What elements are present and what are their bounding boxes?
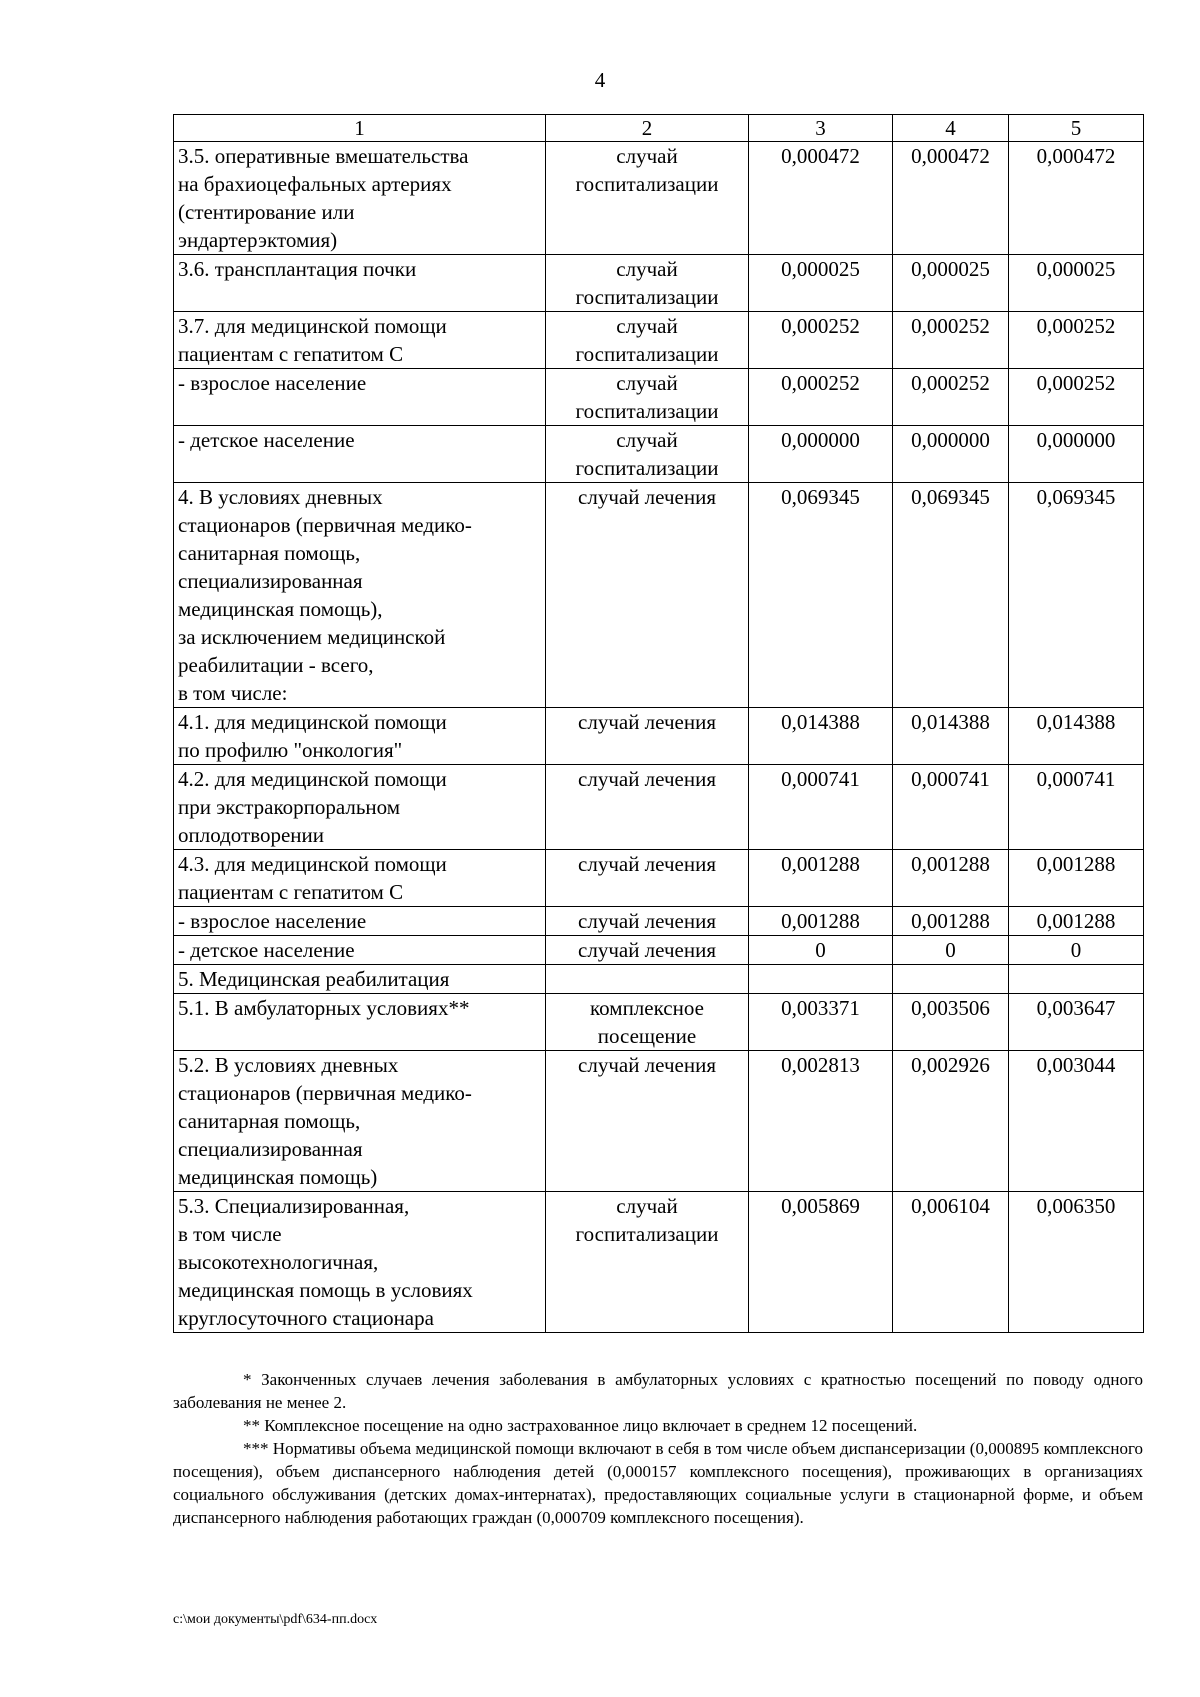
value-cell-year-3 — [1009, 850, 1144, 907]
value-cell-year-3 — [1009, 255, 1144, 312]
value-cell-year-2 — [893, 907, 1009, 936]
page-number: 4 — [594, 68, 606, 92]
indicator-cell — [174, 765, 546, 850]
value-cell-year-3 — [1009, 1192, 1144, 1333]
unit-cell-text: случай лечения — [578, 1053, 716, 1077]
table-body — [174, 142, 1144, 1333]
column-header: 3 — [749, 115, 893, 142]
value-cell-year-2 — [893, 994, 1009, 1051]
value-cell-year-1 — [749, 483, 893, 708]
value-cell-year-2 — [893, 1051, 1009, 1192]
value-cell-year-1-text: 0,000025 — [781, 257, 860, 281]
table-row — [174, 907, 1144, 936]
value-cell-year-3-text: 0,000252 — [1036, 371, 1116, 395]
value-cell-year-2-text: 0 — [945, 938, 956, 962]
value-cell-year-1-text: 0,069345 — [781, 485, 860, 509]
unit-cell — [546, 708, 749, 765]
unit-cell — [546, 936, 749, 965]
value-cell-year-2-text: 0,006104 — [911, 1194, 990, 1218]
value-cell-year-3 — [1009, 1051, 1144, 1192]
value-cell-year-2 — [893, 312, 1009, 369]
indicator-cell — [174, 426, 546, 483]
norms-table — [173, 114, 1144, 1333]
table-row — [174, 142, 1144, 255]
value-cell-year-1-text: 0,000000 — [781, 428, 860, 452]
value-cell-year-2 — [893, 850, 1009, 907]
indicator-cell-text: 5.1. В амбулаторных условиях** — [178, 996, 470, 1020]
value-cell-year-3-text: 0,006350 — [1036, 1194, 1116, 1218]
value-cell-year-3 — [1009, 965, 1144, 994]
value-cell-year-2 — [893, 765, 1009, 850]
unit-cell-text: случай лечения — [578, 909, 716, 933]
table-row — [174, 312, 1144, 369]
footnote: * Законченных случаев лечения заболевания в амбулаторных условиях с кратностью посещений по поводу одного заболевания не менее 2. — [173, 1370, 1143, 1412]
value-cell-year-2-text: 0,014388 — [911, 710, 990, 734]
table-row — [174, 426, 1144, 483]
indicator-cell-text: 3.6. трансплантация почки — [178, 257, 417, 281]
value-cell-year-3-text: 0,001288 — [1036, 909, 1116, 933]
value-cell-year-3-text: 0,000000 — [1036, 428, 1116, 452]
value-cell-year-2 — [893, 142, 1009, 255]
value-cell-year-1 — [749, 1051, 893, 1192]
indicator-cell — [174, 936, 546, 965]
indicator-cell-text: 3.7. для медицинской помощи пациентам с гепатитом С — [178, 314, 447, 366]
unit-cell-text: случай госпитализации — [575, 314, 719, 366]
value-cell-year-3-text: 0 — [1070, 938, 1082, 962]
unit-cell — [546, 426, 749, 483]
value-cell-year-1 — [749, 765, 893, 850]
value-cell-year-3 — [1009, 936, 1144, 965]
indicator-cell-text: 4.3. для медицинской помощи пациентам с гепатитом С — [178, 852, 447, 904]
indicator-cell — [174, 907, 546, 936]
value-cell-year-1 — [749, 426, 893, 483]
value-cell-year-3-text: 0,000472 — [1036, 144, 1116, 168]
table-row — [174, 1051, 1144, 1192]
unit-cell — [546, 255, 749, 312]
table-row — [174, 765, 1144, 850]
indicator-cell-text: 4.1. для медицинской помощи по профилю "онкология" — [178, 710, 447, 762]
indicator-cell-text: - детское население — [178, 938, 355, 962]
value-cell-year-3 — [1009, 142, 1144, 255]
indicator-cell — [174, 312, 546, 369]
value-cell-year-3 — [1009, 907, 1144, 936]
unit-cell — [546, 907, 749, 936]
indicator-cell — [174, 369, 546, 426]
value-cell-year-1-text: 0,000472 — [781, 144, 860, 168]
unit-cell — [546, 483, 749, 708]
value-cell-year-3-text: 0,069345 — [1036, 485, 1116, 509]
value-cell-year-3-text: 0,003044 — [1036, 1053, 1116, 1077]
indicator-cell — [174, 255, 546, 312]
column-header: 1 — [174, 115, 546, 142]
document-file-path: c:\мои документы\pdf\634-пп.docx — [173, 1612, 378, 1627]
indicator-cell-text: 4.2. для медицинской помощи при экстракорпоральном оплодотворении — [178, 767, 447, 847]
value-cell-year-1-text: 0,002813 — [781, 1053, 860, 1077]
value-cell-year-1-text: 0,001288 — [781, 852, 860, 876]
indicator-cell-text: - взрослое население — [178, 909, 367, 933]
indicator-cell — [174, 483, 546, 708]
value-cell-year-2-text: 0,001288 — [911, 909, 990, 933]
unit-cell — [546, 850, 749, 907]
value-cell-year-3 — [1009, 369, 1144, 426]
footnote: *** Нормативы объема медицинской помощи включают в себя в том числе объем диспансеризации (0,000895 комплексного посещения), объем диспансерного наблюдения детей (0,000157 комплексного посещения), проживающих в организациях социального обслуживания (детских домах-интернатах), предоставляющих социальные услуги в стационарной форме, и объем диспансерного наблюдения работающих граждан (0,000709 комплексного посещения). — [173, 1439, 1143, 1527]
unit-cell-text: случай лечения — [578, 767, 716, 791]
value-cell-year-2-text: 0,003506 — [911, 996, 990, 1020]
unit-cell-text: случай лечения — [578, 938, 716, 962]
unit-cell — [546, 142, 749, 255]
unit-cell — [546, 312, 749, 369]
value-cell-year-1 — [749, 907, 893, 936]
value-cell-year-3 — [1009, 312, 1144, 369]
value-cell-year-1 — [749, 142, 893, 255]
value-cell-year-1-text: 0,003371 — [781, 996, 860, 1020]
value-cell-year-1 — [749, 708, 893, 765]
value-cell-year-3 — [1009, 708, 1144, 765]
value-cell-year-3 — [1009, 426, 1144, 483]
indicator-cell-text: 5.2. В условиях дневных стационаров (первичная медико- санитарная помощь, специализированная медицинская помощь) — [178, 1053, 472, 1189]
table-row — [174, 965, 1144, 994]
value-cell-year-3-text: 0,000025 — [1036, 257, 1116, 281]
value-cell-year-1-text: 0,005869 — [781, 1194, 860, 1218]
table-row — [174, 1192, 1144, 1333]
value-cell-year-3-text: 0,000252 — [1036, 314, 1116, 338]
indicator-cell-text: 4. В условиях дневных стационаров (первичная медико- санитарная помощь, специализированная медицинская помощь), за исключением медицинской реабилитации - всего, в том числе: — [178, 485, 472, 705]
value-cell-year-2-text: 0,000472 — [911, 144, 990, 168]
unit-cell — [546, 369, 749, 426]
unit-cell — [546, 1192, 749, 1333]
value-cell-year-2 — [893, 483, 1009, 708]
value-cell-year-1 — [749, 994, 893, 1051]
value-cell-year-3-text: 0,003647 — [1036, 996, 1116, 1020]
indicator-cell — [174, 1192, 546, 1333]
unit-cell — [546, 1051, 749, 1192]
footnotes — [173, 1368, 1143, 1529]
value-cell-year-3-text: 0,000741 — [1036, 767, 1116, 791]
value-cell-year-2-text: 0,000025 — [911, 257, 990, 281]
value-cell-year-1 — [749, 936, 893, 965]
unit-cell-text: случай госпитализации — [575, 371, 719, 423]
indicator-cell — [174, 850, 546, 907]
unit-cell — [546, 965, 749, 994]
value-cell-year-1-text: 0,000252 — [781, 371, 860, 395]
table-row — [174, 369, 1144, 426]
value-cell-year-2-text: 0,069345 — [911, 485, 990, 509]
unit-cell — [546, 765, 749, 850]
indicator-cell-text: - детское население — [178, 428, 355, 452]
value-cell-year-2 — [893, 255, 1009, 312]
value-cell-year-3 — [1009, 483, 1144, 708]
value-cell-year-1-text: 0,014388 — [781, 710, 860, 734]
indicator-cell — [174, 965, 546, 994]
value-cell-year-2-text: 0,002926 — [911, 1053, 990, 1077]
table-row — [174, 255, 1144, 312]
indicator-cell-text: 5. Медицинская реабилитация — [178, 967, 450, 991]
column-header: 2 — [546, 115, 749, 142]
unit-cell-text: случай госпитализации — [575, 428, 719, 480]
unit-cell-text: комплексное посещение — [590, 996, 704, 1048]
value-cell-year-2 — [893, 965, 1009, 994]
value-cell-year-1 — [749, 965, 893, 994]
column-header: 4 — [893, 115, 1009, 142]
table-row — [174, 850, 1144, 907]
value-cell-year-3-text: 0,001288 — [1036, 852, 1116, 876]
unit-cell-text: случай госпитализации — [575, 144, 719, 196]
indicator-cell — [174, 708, 546, 765]
unit-cell — [546, 994, 749, 1051]
unit-cell-text: случай госпитализации — [575, 1194, 719, 1246]
value-cell-year-3 — [1009, 765, 1144, 850]
value-cell-year-1 — [749, 1192, 893, 1333]
value-cell-year-2-text: 0,001288 — [911, 852, 990, 876]
value-cell-year-2-text: 0,000000 — [911, 428, 990, 452]
table-row — [174, 708, 1144, 765]
value-cell-year-3-text: 0,014388 — [1036, 710, 1116, 734]
value-cell-year-1 — [749, 312, 893, 369]
table-row — [174, 483, 1144, 708]
unit-cell-text: случай лечения — [578, 485, 716, 509]
value-cell-year-2 — [893, 369, 1009, 426]
value-cell-year-1-text: 0,000252 — [781, 314, 860, 338]
value-cell-year-2-text: 0,000252 — [911, 371, 990, 395]
indicator-cell-text: 3.5. оперативные вмешательства на брахиоцефальных артериях (стентирование или эндартерэктомия) — [178, 144, 469, 252]
value-cell-year-2 — [893, 1192, 1009, 1333]
table-header-row — [174, 115, 1144, 142]
table-row — [174, 994, 1144, 1051]
value-cell-year-1-text: 0,001288 — [781, 909, 860, 933]
value-cell-year-1 — [749, 255, 893, 312]
indicator-cell — [174, 142, 546, 255]
indicator-cell-text: - взрослое население — [178, 371, 367, 395]
unit-cell-text: случай госпитализации — [575, 257, 719, 309]
value-cell-year-1-text: 0,000741 — [781, 767, 860, 791]
value-cell-year-1 — [749, 850, 893, 907]
indicator-cell — [174, 994, 546, 1051]
value-cell-year-2 — [893, 936, 1009, 965]
value-cell-year-2 — [893, 426, 1009, 483]
indicator-cell-text: 5.3. Специализированная, в том числе высокотехнологичная, медицинская помощь в условиях круглосуточного стационара — [178, 1194, 473, 1330]
unit-cell-text: случай лечения — [578, 852, 716, 876]
value-cell-year-1-text: 0 — [815, 938, 826, 962]
value-cell-year-2-text: 0,000252 — [911, 314, 990, 338]
unit-cell-text: случай лечения — [578, 710, 716, 734]
value-cell-year-2-text: 0,000741 — [911, 767, 990, 791]
value-cell-year-1 — [749, 369, 893, 426]
value-cell-year-3 — [1009, 994, 1144, 1051]
column-header: 5 — [1009, 115, 1144, 142]
indicator-cell — [174, 1051, 546, 1192]
footnote: ** Комплексное посещение на одно застрахованное лицо включает в среднем 12 посещений. — [243, 1416, 918, 1435]
table-row — [174, 936, 1144, 965]
value-cell-year-2 — [893, 708, 1009, 765]
